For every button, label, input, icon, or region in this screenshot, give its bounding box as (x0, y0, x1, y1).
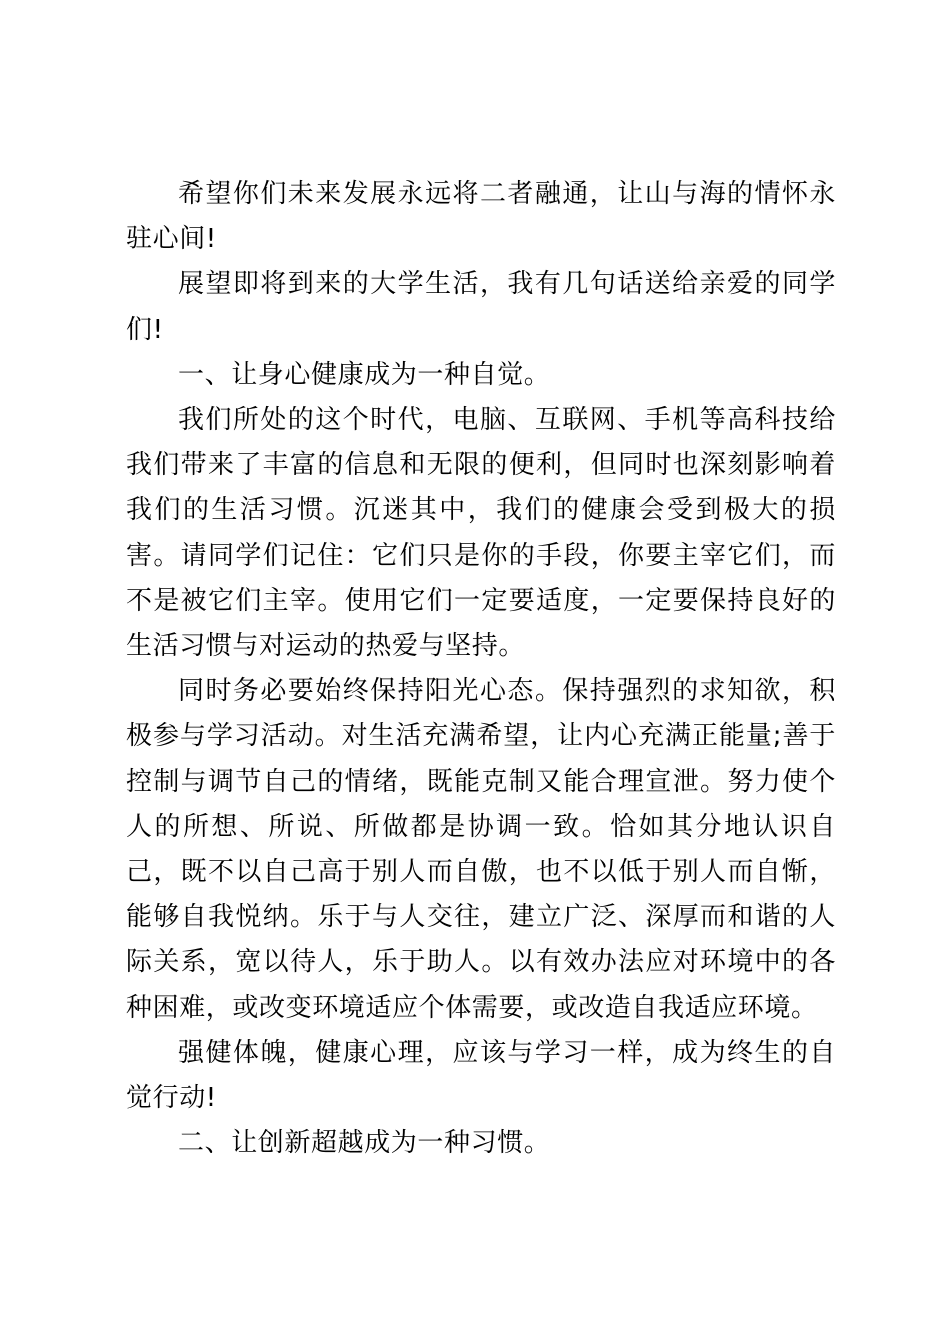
heading-section-one: 一、让身心健康成为一种自觉。 (178, 359, 551, 390)
paragraph-closing-wish: 希望你们未来发展永远将二者融通，让山与海的情怀永驻心间! (126, 179, 836, 255)
paragraph-technology: 我们所处的这个时代，电脑、互联网、手机等高科技给我们带来了丰富的信息和无限的便利，但同时也深刻影响着我们的生活习惯。沉迷其中，我们的健康会受到极大的损害。请同学们记住：它们只是你的手段，你要主宰它们，而不是被它们主宰。使用它们一定要适度，一定要保持良好的生活习惯与对运动的热爱与坚持。 (126, 405, 836, 662)
heading-section-two: 二、让创新超越成为一种习惯。 (178, 1128, 551, 1159)
document-body (126, 172, 836, 1166)
paragraph-intro: 展望即将到来的大学生活，我有几句话送给亲爱的同学们! (126, 269, 836, 345)
paragraph-mindset: 同时务必要始终保持阳光心态。保持强烈的求知欲，积极参与学习活动。对生活充满希望，让内心充满正能量;善于控制与调节自己的情绪，既能克制又能合理宣泄。努力使个人的所想、所说、所做都是协调一致。恰如其分地认识自己，既不以自己高于别人而自傲，也不以低于别人而自惭，能够自我悦纳。乐于与人交往，建立广泛、深厚而和谐的人际关系，宽以待人，乐于助人。以有效办法应对环境中的各种困难，或改变环境适应个体需要，或改造自我适应环境。 (126, 676, 836, 1023)
paragraph-health-habit: 强健体魄，健康心理，应该与学习一样，成为终生的自觉行动! (126, 1037, 836, 1114)
